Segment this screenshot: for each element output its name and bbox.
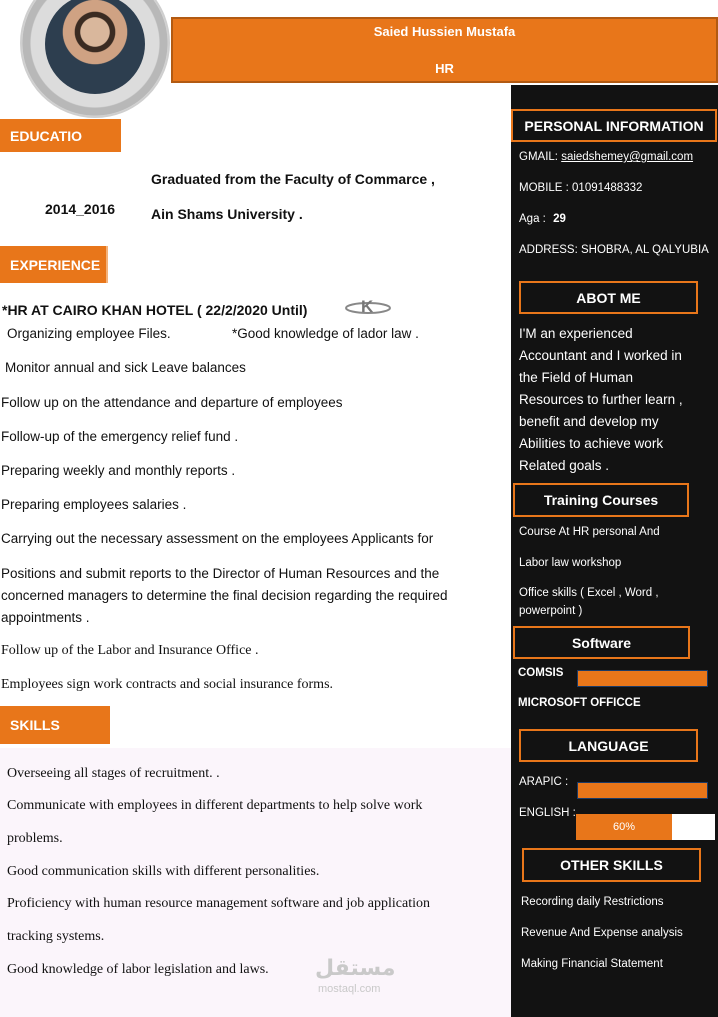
skill-item: Communicate with employees in different departments to help solve work — [7, 798, 423, 813]
experience-item: concerned managers to determine the final decision regarding the required — [1, 588, 448, 603]
software-item: MICROSOFT OFFICCE — [518, 697, 641, 709]
address: ADDRESS: SHOBRA, AL QALYUBIA — [519, 244, 709, 256]
education-years: 2014_2016 — [45, 201, 116, 217]
experience-item: appointments . — [1, 610, 90, 625]
experience-item: Carrying out the necessary assessment on the employees Applicants for — [1, 531, 434, 546]
other-skills-heading: OTHER SKILLS — [522, 848, 701, 882]
experience-item: Follow up on the attendance and departure of employees — [1, 395, 343, 410]
age-row — [519, 213, 566, 225]
about-line: Related goals . — [519, 458, 610, 473]
other-skill-item: Revenue And Expense analysis — [521, 927, 683, 939]
english-label: ENGLISH : — [519, 807, 576, 819]
mobile: MOBILE : 01091488332 — [519, 182, 643, 194]
experience-item: *Good knowledge of lador law . — [232, 326, 419, 341]
training-item: Labor law workshop — [519, 557, 622, 569]
about-line: benefit and develop my — [519, 414, 659, 429]
skill-item: Good knowledge of labor legislation and laws. — [7, 962, 269, 977]
training-item: Course At HR personal And — [519, 526, 660, 538]
education-line-2: Ain Shams University . — [151, 206, 303, 222]
gmail-label: GMAIL: — [519, 151, 558, 163]
person-name: Saied Hussien Mustafa — [373, 24, 516, 39]
experience-item: Preparing employees salaries . — [1, 497, 187, 512]
about-text — [519, 323, 704, 477]
hotel-logo-icon — [343, 296, 393, 316]
training-item: Office skills ( Excel , Word , — [519, 587, 659, 599]
about-line: the Field of Human — [519, 370, 634, 385]
experience-item: Follow up of the Labor and Insurance Office . — [1, 643, 259, 658]
person-role: HR — [435, 61, 454, 76]
other-skill-item: Recording daily Restrictions — [521, 896, 664, 908]
skill-item: tracking systems. — [7, 929, 105, 944]
skill-item: problems. — [7, 831, 63, 846]
language-heading: LANGUAGE — [519, 729, 698, 762]
arabic-level-bar — [577, 782, 708, 799]
training-heading: Training Courses — [513, 483, 689, 517]
training-item: powerpoint ) — [519, 605, 583, 617]
age-value: 29 — [553, 213, 566, 225]
gmail-row — [519, 151, 693, 163]
age-label: Aga : — [519, 213, 546, 225]
gmail-link[interactable]: saiedshemey@gmail.com — [561, 151, 694, 163]
about-line: I'M an experienced — [519, 326, 633, 341]
experience-item: Monitor annual and sick Leave balances — [5, 360, 246, 375]
experience-item: Follow-up of the emergency relief fund . — [1, 429, 239, 444]
software-heading: Software — [513, 626, 690, 659]
skills-heading: SKILLS — [0, 706, 110, 744]
skill-item: Proficiency with human resource management software and job application — [7, 896, 430, 911]
experience-heading: EXPERIENCE — [0, 246, 108, 283]
arabic-label: ARAPIC : — [519, 776, 569, 788]
watermark-logo: مستقل — [315, 955, 396, 980]
about-line: Accountant and I worked in — [519, 348, 682, 363]
about-line: Resources to further learn , — [519, 392, 683, 407]
software-level-bar — [577, 670, 708, 687]
watermark-url: mostaql.com — [318, 983, 381, 995]
english-level-fill: 60% — [576, 814, 672, 840]
experience-item: Organizing employee Files. — [7, 326, 171, 341]
other-skill-item: Making Financial Statement — [521, 958, 663, 970]
skill-item: Good communication skills with different personalities. — [7, 864, 320, 879]
about-heading: ABOT ME — [519, 281, 698, 314]
education-heading: EDUCATIO — [0, 119, 121, 152]
experience-item: Employees sign work contracts and social insurance forms. — [1, 677, 334, 692]
personal-info-heading: PERSONAL INFORMATION — [511, 109, 717, 142]
hotel-logo-letter: K — [361, 297, 374, 316]
education-line-1: Graduated from the Faculty of Commarce , — [151, 171, 435, 187]
software-item: COMSIS — [518, 667, 564, 679]
experience-item: Preparing weekly and monthly reports . — [1, 463, 236, 478]
experience-item: Positions and submit reports to the Director of Human Resources and the — [1, 566, 440, 581]
about-line: Abilities to achieve work — [519, 436, 664, 451]
skill-item: Overseeing all stages of recruitment. . — [7, 766, 220, 781]
job-title: *HR AT CAIRO KHAN HOTEL ( 22/2/2020 Until) — [2, 302, 308, 318]
